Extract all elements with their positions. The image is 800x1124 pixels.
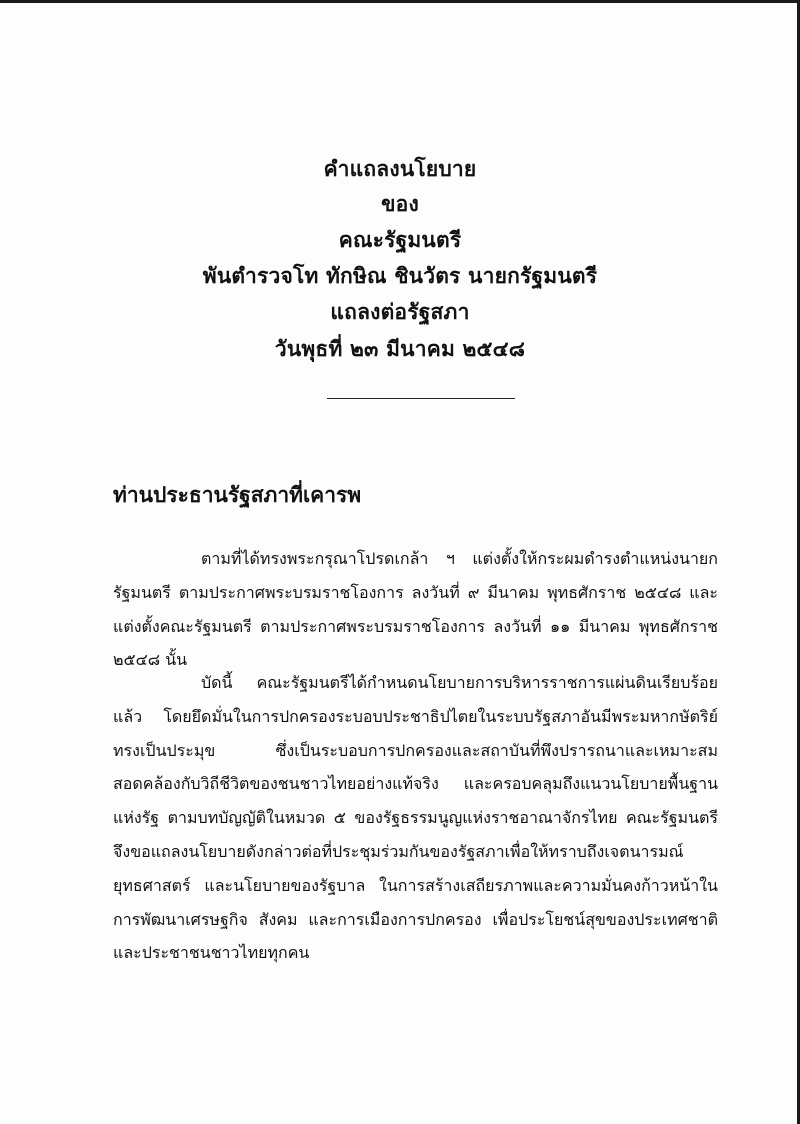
paragraph-2: บัดนี้ คณะรัฐมนตรีได้กำหนดนโยบายการบริหารราชการแผ่นดินเรียบร้อยแล้ว โดยยึดมั่นในการปกครองระบอบประชาธิปไตยในระบบรัฐสภาอันมีพระมหากษัตริย์ทรงเป็นประมุข ซึ่งเป็นระบอบการปกครองและสถาบันที่พึงปรารถนาและเหมาะสม สอดคล้องกับวิถีชีวิตของชนชาวไทยอย่างแท้จริง และครอบคลุมถึงแนวนโยบายพื้นฐานแห่งรัฐ ตามบทบัญญัติในหมวด ๕ ของรัฐธรรมนูญแห่งราชอาณาจักรไทย คณะรัฐมนตรีจึงขอแถลงนโยบายดังกล่าวต่อที่ประชุมร่วมกันของรัฐสภาเพื่อให้ทราบถึงเจตนารมณ์ ยุทธศาสตร์ และนโยบายของรัฐบาล ในการสร้างเสถียรภาพและความมั่นคงก้าวหน้าในการพัฒนาเศรษฐกิจ สังคม และการเมืองการปกครอง เพื่อประโยชน์สุขของประเทศชาติและประชาชนชาวไทยทุกคน [113, 673, 718, 963]
title-line-4: พันตำรวจโท ทักษิณ ชินวัตร นายกรัฐมนตรี [202, 263, 598, 288]
title-divider [327, 398, 515, 399]
salutation: ท่านประธานรัฐสภาที่เคารพ [113, 482, 362, 507]
scan-edge-top [0, 0, 800, 3]
title-line-2: ของ [381, 191, 419, 216]
title-line-5: แถลงต่อรัฐสภา [330, 299, 470, 324]
title-line-3: คณะรัฐมนตรี [338, 227, 462, 252]
title-date: วันพุธที่ ๒๓ มีนาคม ๒๕๔๘ [274, 336, 526, 361]
title-line-1: คำแถลงนโยบาย [323, 156, 477, 181]
paragraph-1: ตามที่ได้ทรงพระกรุณาโปรดเกล้า ฯ แต่งตั้งให้กระผมดำรงตำแหน่งนายกรัฐมนตรี ตามประกาศพระบรมราชโองการ ลงวันที่ ๙ มีนาคม พุทธศักราช ๒๕๔๘ และแต่งตั้งคณะรัฐมนตรี ตามประกาศพระบรมราชโองการ ลงวันที่ ๑๑ มีนาคม พุทธศักราช ๒๕๔๘ นั้น [113, 549, 718, 670]
